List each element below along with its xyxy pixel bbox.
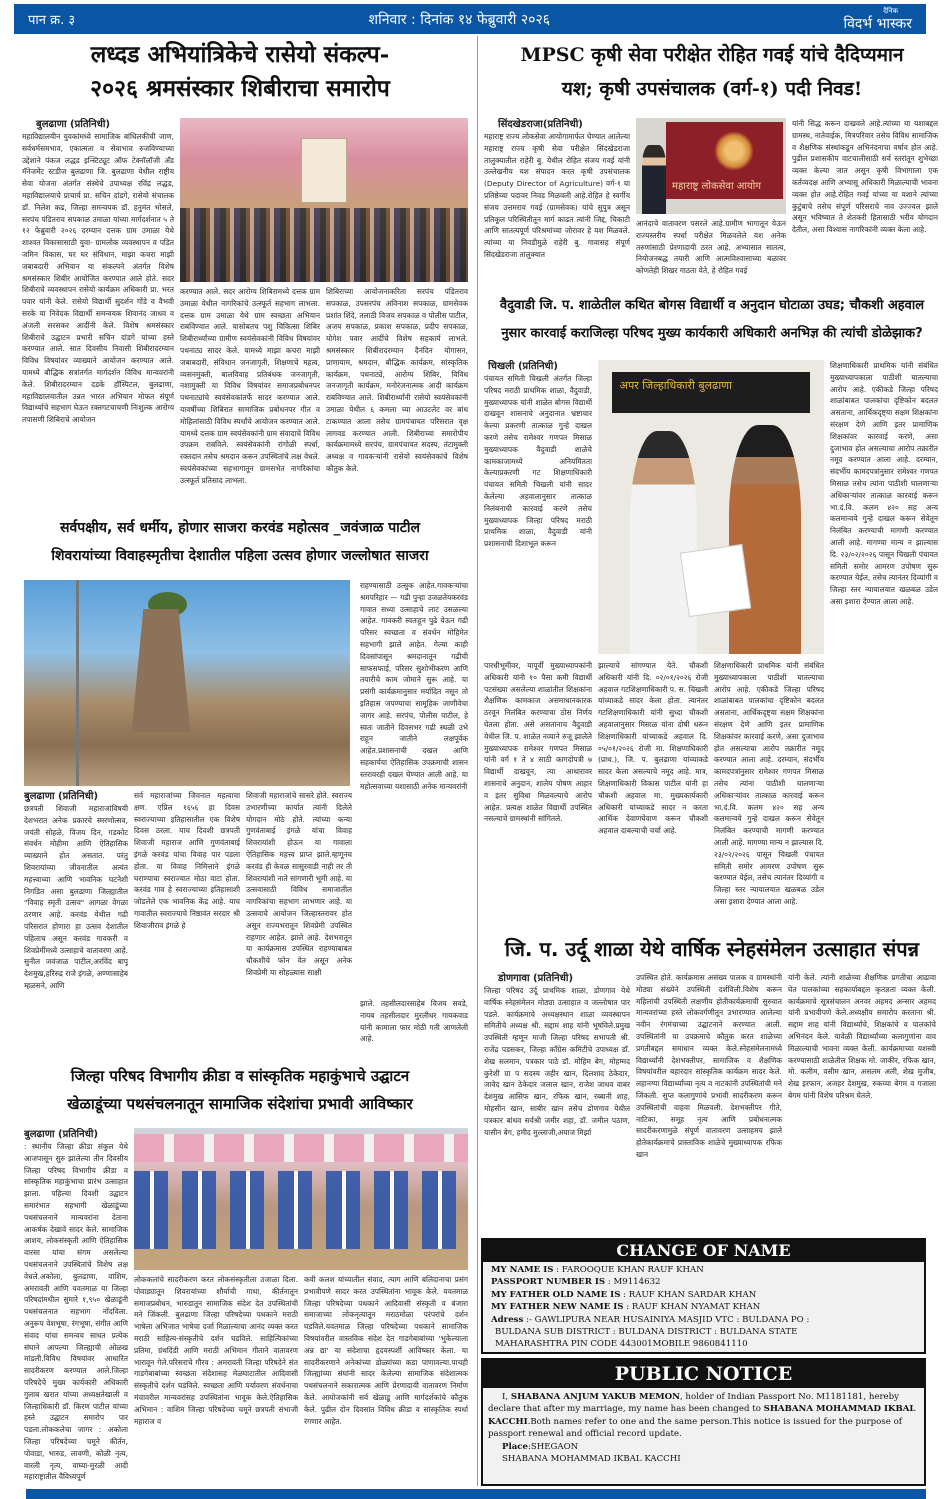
photo-banner (301, 138, 347, 204)
ad-title: PUBLIC NOTICE (483, 1360, 924, 1388)
headline-line: २०२६ श्रमसंस्कार शिबीराचा समारोप (90, 75, 390, 102)
ad-line (491, 1264, 916, 1276)
ad-body (483, 1388, 924, 1468)
ad-line (491, 1289, 916, 1301)
article-column (246, 790, 352, 1052)
brand-tagline: दैनिक (883, 6, 898, 15)
fort-photo (24, 580, 350, 786)
body-text: : स्थानीय जिल्हा क्रीडा संकुल येथे आजपासून सुरु झालेल्या तीन दिवसीय जिल्हा परिषद विभागीय क्रीडा व सांस्कृतिक महाकुंभाचा प्रारंभ उत्साहात झाला. पहिल्या दिवशी उद्घाटन समारंभात सहभागी खेळाडूंच्या पथसंचलनाने मान्यवरांना देताना आकर्षक देखावे सादर केले. सामाजिक आशय, लोकसंस्कृती आणि ऐतिहासिक वारसा यांचा संगम असलेल्या पथसंचलनाने उपस्थितांचे विशेष लक्ष वेधले.अकोला, बुलढाणा, वाशिम, अमरावती आणि यवतमाळ या जिल्हा परिषदांमधील सुमारे १,९५० खेळाडूंनी पथसंचलनात सहभाग नोंदविला. अनुरूप वेशभूषा, रंगभूषा, संगीत आणि संवाद यांचा समन्वय साधत प्रत्येक संघाने आपल्या जिल्ह्याची ओळख मांडली.विविध विषयांवर आधारित सादरीकरण करण्यात आले.जिल्हा परिषदेचे मुख्य कार्यकारी अधिकारी गुलाब खरात यांच्या अध्यक्षतेखाली व जिल्हाधिकारी डॉ. किरण पाटील यांच्या हस्ते उद्घाटन समारोप पार पडला.लोककलेचा जागर : अकोला जिल्हा परिषदेच्या चमूने कीर्तन, पोवाडा, भारुड, लावणी, कोळी नृत्य, वारली नृत्य, वाघ्या-मुरळी आदी महाराष्ट्रातील वैविध्यपूर्ण (24, 1142, 128, 1482)
photo-document (680, 544, 752, 617)
newspaper-brand (843, 8, 912, 31)
office-nameplate (612, 372, 811, 413)
rohit-gavai-photo (636, 118, 786, 214)
ad-label: MY FATHER NEW NAME IS (491, 1302, 624, 1313)
headline: जि. प. उर्दू शाळा येथे वार्षिक स्नेहसंमेलन उत्साहात संपन्न (504, 937, 920, 961)
article-column (484, 360, 592, 654)
article-column (792, 118, 938, 288)
headline-line: खेळाडूंच्या पथसंचलनातून सामाजिक संदेशांचा प्रभावी आविष्कार (67, 1095, 413, 1113)
body-text: शिक्षणाधिकारी प्राथमिक यांनी संबंधित मुख्याध्यापकाला पाठीशी घातल्याचा आरोप आहे. एकीकडे जिल्हा परिषद शाळांबाबत पालकांचा दृष्टिकोन बदलत असताना, आर्थिकदृष्ट्या सक्षम शिक्षकांना संरक्षण देणे आणि इतर प्रामाणिक शिक्षकांवर कारवाई करणे, असा दुजाभाव होत असल्याचा आरोप तक्रारीत नमूद करण्यात आला आहे. दरम्यान, संदर्भीय कामदपत्रांनुसार रामेश्वर गणपत मिसाळ तसेच त्यांना पाठीशी घालणाऱ्या अधिकाऱ्यांवर तात्काळ कारवाई करून भा.दं.वि. कलम ४२० सह अन्य कलमान्वये गुन्हे दाखल करून सेवेतून निलंबित करण्याची मागणी करण्यात आली आहे. मागण्या मान्य न झाल्यास दि. २३/०२/२०२६ पासून चिखली पंचायत समिती समोर आमरण उपोषण सुरू करण्यात येईल, तसेच त्यानंतर दिव्यांगी व जिल्हा स्तर न्यायालयात खळबळ उडेल असा इशारा देण्यात आला आहे. (714, 661, 824, 906)
photo-person (642, 145, 666, 214)
ad-title: CHANGE OF NAME (483, 1240, 924, 1262)
article-column (598, 660, 708, 926)
photo-sign: महाराष्ट्र लोकसेवा आयोग (672, 180, 761, 192)
headline-line: जिल्हा परिषद विभागीय क्रीडा व सांस्कृतिक महाकुंभाचे उद्घाटन (70, 1067, 410, 1085)
headline-line: यश; कृषी उपसंचालक (वर्ग-१) पदी निवड! (561, 78, 863, 100)
article-column (22, 118, 174, 510)
headline (6, 1062, 474, 1122)
article-column (24, 1128, 128, 1486)
body-text: छत्रपती शिवाजी महाराजांविषयी देशभरात अनेक प्रकारचे स्मरणोत्सव, जयंती सोहळे, विजय दिन, गडकोट संवर्धन मोहीमा आणि ऐतिहासिक व्याख्याने होत असतात. परंतु शिवरायांच्या जीवनातील अत्यंत महत्त्वाच्या आणि भावनिक घटनेशी निगडित असा बुलढाणा जिल्ह्यातील "विवाह स्मृती उत्सव" आगळा वेगळा ठरणार आहे. करवंड येथील गढी परिसरात होणारा हा उत्सव देशातील पहिलाच असून करवंड गावकरी व शिवप्रेमींमध्ये उत्साहाचे वातावरण आहे. सुनील जवंजाळ पाटील,अरविंद बापू देशमुख,हरिरुद्र राजे इंगळे, अण्णासाहेब म्हळसने, आणि (24, 804, 128, 990)
body-text: यांनी केले. त्यांनी शाळेच्या शैक्षणिक प्रगतीचा आढावा घेत पालकांच्या सहकार्याबद्दल कृतज्ञता व्यक्त केली. कार्यक्रमाचे सूत्रसंचालन अनवर अहमद अन्सार अहमद यांनी प्रभावीपणे केले.अध्यक्षीय समारोप करताना श्री. सद्दाम शाह यांनी विद्यार्थ्यांचे, शिक्षकांचे व पालकांचे अभिनंदन केले. यावेळी विद्यार्थ्यांच्या कलागुणांना वाव मिळाल्याची भावना व्यक्त केली. कार्यक्रमाच्या यशस्वी करण्यासाठी शाळेतील शिक्षक मो. जाकीर, रफिक खान, मो. कलीम, वसीम खान, असलम अली, शेख मुजीब, शेख इरफान, अजहर देशमुख, रुकय्या बेगम व गजाला बेगम यांनी विशेष परिश्रम घेतले. (788, 973, 936, 1100)
article-column (24, 790, 128, 1052)
sports-march-photo (134, 1128, 468, 1270)
ad-line (491, 1276, 916, 1288)
ad-value: : M9114632 (605, 1277, 661, 1288)
body-text: सर्व महाराजांच्या जिवनात महत्वाचा क्षण. एप्रिल १६५६ हा दिवस स्वराज्याच्या इतिहासातील एक विशेष दिवस ठरला. याच दिवशी छत्रपती शिवाजी महाराज आणि गुणवंताबाई इंगळे करवंड यांचा विवाह पार पडला होता. या विवाह निमित्ताने इंगळे घराण्याचा स्वराज्यात मोठा वाटा होता. करवंड गाव हे स्वराज्याच्या इतिहासाशी जोडलेले एक भावनिक केंद्र आहे. याच गावातील स्वराज्याचे निष्ठावंत सरदार श्री शिवाजीराव इंगळे हे (134, 791, 240, 930)
notice-new-name: SHABANA MOHAMMAD IKBAL KACCHI (488, 1404, 916, 1427)
camp-group-photo (180, 118, 468, 282)
article-column (180, 286, 320, 510)
body-text: पारधीभूमीवर, यापूर्वी मुख्याध्यापकांनी अधिकारी यांनी १० पैसा कमी विद्यार्थी पटसंख्या असलेल्या शाळांतील शिक्षकांना शैक्षणिक कामकाज असमाधानकारक ठरवून निलंबित करण्याचा ठोस निर्णय घेतला होता. असे असतानाच वैदुवाडी येथील जि. प. शाळेत नव्याने रुजू झालेले मुख्याध्यापक रामेश्वर गणपत मिसाळ यांनी वर्ग १ ते ४ साठी कागदोपत्री ७ विद्यार्थी दाखवून, त्या आधारावर शासनाचे अनुदान, शालेय पोषण आहार व इतर सुविधा मिळवल्याचे आरोप आहेत. प्रत्यक्ष शाळेत विद्यार्थी उपस्थित नसल्याचे ग्रामस्थांनी सांगितले. (484, 661, 592, 824)
article-column (484, 660, 592, 926)
place-label: Place (502, 1441, 528, 1452)
dateline: बुलढाणा (प्रतिनिधी) (36, 119, 111, 130)
headline (6, 38, 474, 108)
photo-pole (76, 580, 79, 786)
memorandum-photo (598, 360, 824, 654)
page-number: पान क्र. ३ (28, 13, 76, 28)
dateline: बुलढाणा (प्रतिनिधी) (24, 1129, 99, 1140)
notice-text: .Both names refer to one and the same person.This notice is issued for the purpose of passport renewal and official record update. (488, 1416, 902, 1440)
ad-line: BULDANA SUB DISTRICT : BULDANA DISTRICT : BULDANA STATE (495, 1327, 798, 1338)
ad-value: : RAUF KHAN NYAMAT KHAN (623, 1302, 761, 1313)
body-text: आनंदाचे वातावरण पसरले आहे.ग्रामीण भागातून येऊन राज्यस्तरीय स्पर्धा परीक्षेत मिळवलेले यश अनेक तरुणांसाठी प्रेरणादायी ठरत आहे. अभ्यासात सातत्य, नियोजनबद्ध तयारी आणि आत्मविश्वासाच्या बळावर कोणतेही शिखर गाठता येते, हे रोहित गवई (636, 219, 786, 276)
article-column (788, 972, 936, 1234)
body-text: शिबिराच्या आयोजनाकरिता सरपंच पंडितराव सपकाळ, उपसरपंच अविनाश सपकाळ, ग्रामसेवक प्रशांत शिंदे, तलाठी विजय सपकाळ व पोलीस पाटील, अजय सपकाळ, प्रकाश सपकाळ, प्रदीप सपकाळ, योगेश पवार आदींचे विशेष सहकार्य लाभले. श्रमसंस्कार शिबीरादरम्यान दैनंदिन योगासन, प्राणायाम, श्रमदान, बौद्धिक कार्यक्रम, सांस्कृतिक कार्यक्रम, पथनाट्ये, आरोग्य शिबिर, विविध जनजागृती कार्यक्रम, मनोरंजनात्मक आदी कार्यक्रम राबविण्यात आले. शिबीरार्थ्यांनी रासेयो स्वयंसेवकांनी उमाळा येथील ६ कमला च्या आउटलेट वर बांध टाकण्यात आला तसेच ग्रामपंचायत परिसरात वृक्ष लागवड करण्यात आली. शिबीराच्या समारोपीय कार्यक्रमामध्ये सरपंच, ग्रामपंचायत सदस्य, तंटामुक्ती अध्यक्ष व गावकऱ्यांनी रासेयो स्वयंसेवकांचे विशेष कौतुक केले. (326, 287, 468, 473)
headline-line: वैदुवाडी जि. प. शाळेतील कथित बोगस विद्यार्थी व अनुदान घोटाळा उघड; चौकशी अहवाल (499, 298, 925, 313)
article-column (360, 998, 468, 1052)
article-column (636, 972, 782, 1234)
article-column (304, 1274, 468, 1486)
masthead-bar (14, 4, 926, 34)
body-text: करण्यात आले. सदर आरोग्य शिबिरामध्ये दत्तक ग्राम उमाळा येथील नागरिकांचे उत्स्फूर्त सहभाग लाभला. दत्तक ग्राम उमाळा येथे ग्राम स्वच्छता अभियान राबविण्यात आले. यासोबतच पशु चिकित्सा शिबिर शिबीरार्थ्यांच्या ग्रामीण स्वयंसेवकांनी विविध विषयांवर पथनाट्य सादर केले. यामध्ये माझा कचरा माझी जबाबदारी, संविधान जनजागृती, शिक्षणाचे महत्व, व्यसनमुक्ती, बालविवाह प्रतिबंधक जनजागृती, नशामुक्ती या विविध विषयांवर समाजप्रबोधनपर पथनाट्यांचे स्वयंसेवकांतर्फे सादर करण्यात आले. यावर्षीच्या शिबिरात सामाजिक प्रबोधनपर गीत व मोहिलांसाठी विविध स्पर्धांचे आयोजन करण्यात आले. यामध्ये दत्तक ग्राम स्वयंसेवकांनी ग्राम संवादाचे विविध उपक्रम राबविले. स्वयंसेवकांनी रांगोळी स्पर्धा, रक्तदान तसेच श्रमदान करून उपस्थितांचे लक्ष वेधले. स्वयंसेवकांच्या सहभागातून ग्रामसभेत नागरिकांचा उत्स्फूर्त प्रतिसाद लाभला. (180, 287, 320, 485)
ad-label: Adress (491, 1314, 524, 1325)
nameplate-text: अपर जिल्हाधिकारी बुलढाणा (619, 378, 732, 392)
ad-value: : RAUF KHAN SARDAR KHAN (620, 1289, 757, 1300)
ad-line (491, 1314, 916, 1326)
headline-line: सर्वपक्षीय, सर्व धर्मीय, होणार साजरा करवंड महोत्सव _जवंजाळ पाटील (60, 520, 420, 536)
notice-text: I, (502, 1392, 511, 1402)
ad-value: : FAROOQUE KHAN RAUF KHAN (553, 1265, 704, 1275)
photo-fort-tower (132, 609, 191, 733)
article-column (830, 360, 938, 926)
body-text: पंचायत समिती चिखली अंतर्गत जिल्हा परिषद मराठी प्राथमिक शाळा, वैदुवाडी, मुख्याध्यापक यांनी शाळेत बोगस विद्यार्थी दाखवून शासनाचे अनुदानात भ्रष्टाचार केल्या प्रकरणी तात्काळ गुन्हे दाखल करणे तसेच रामेश्वर गणपत मिसाळ मुख्याध्यापक वैदुवाडी शाळेचे कामकाजामध्ये अनियमितता केल्याप्रकरणी गट शिक्षणाधिकारी पंचायत समिती चिखली यांनी सादर केलेल्या अहवालानुसार तात्काळ निलंबनाची कारवाई करणे तसेच मुख्याध्यापक जिल्हा परिषद मराठी प्राथमिक शाळा, वैदुवाडी यांनी प्रशासनाची दिशाभूल करून (484, 374, 592, 549)
body-text: झाल्याचे सांगण्यात येते. चौकशी अधिकारी यांनी दि. ०२/०१/२०२६ रोजी अहवाल गटशिक्षणाधिकारी प. स. चिखली यांच्याकडे सादर केला होता. त्यानंतर गटशिक्षणाधिकारी यांनी सुध्दा चौकशी अहवालानुसार मिसाळ यांना दोषी धरून शिक्षणाधिकारी यांच्याकडे अहवाल दि. ०५/०१/२०२६ रोजी मा. शिक्षणाधिकारी (प्राथ.), जि. प. बुलढाणा यांच्याकडे सादर केला असल्याचे नमूद आहे. मात्र, शिक्षणाधिकारी विकास पाटील यांनी हा चौकशी अहवाल मा. मुख्यकार्यकारी अधिकारी यांच्याकडे सादर न करता आर्थिक देवाणघेवाण करून चौकशी अहवाल दाबल्याची चर्चा आहे. (598, 661, 708, 836)
column-divider (477, 36, 478, 1486)
article-column (484, 118, 630, 288)
headline-line: MPSC कृषी सेवा परीक्षेत रोहित गवई यांचे दैदिप्यमान (520, 44, 904, 66)
headline-line: लध्दड अभियांत्रिकेचे रासेयो संकल्प- (90, 41, 390, 68)
headline-line: नुसार कारवाई कराजिल्हा परिषद मुख्य कार्यकारी अधिकारी अनभिज्ञ की त्यांची डोळेझाक? (501, 326, 923, 341)
article-column (360, 580, 468, 994)
ad-value: :- GAWLIPURA NEAR HUSAINIYA MASJID VTC : BULDANA PO : (523, 1314, 810, 1325)
body-text: यांनी सिद्ध करून दाखवले आहे.त्यांच्या या यशाबद्दल ग्रामस्थ, नातेवाईक, मित्रपरिवार तसेच विविध सामाजिक व शैक्षणिक संस्थांकडून अभिनंदनाचा वर्षाव होत आहे. पुढील प्रशासकीय वाटचालीसाठी सर्व स्तरांतून शुभेच्छा व्यक्त केल्या जात असून कृषी विभागाला एक कर्तव्यदक्ष आणि अभ्यासू अधिकारी मिळाल्याची भावना व्यक्त होत आहे.रोहित गवई यांच्या या यशाने त्यांच्या कुटुंबाचे तसेच संपूर्ण परिसराचे नाव उज्ज्वल झाले असून भविष्यात ते शेतकरी हितासाठी भरीव योगदान देतील, असा विश्वास नागरिकांनी व्यक्त केला आहे. (792, 119, 938, 235)
footer-bar (26, 1489, 926, 1499)
photo-athletes (134, 1171, 468, 1249)
notice-place (488, 1441, 919, 1453)
dateline: सिंदखेडराजा(प्रतिनिधी) (498, 119, 583, 130)
body-text: जिल्हा परिषद उर्दू प्राथमिक शाळा, डोणगाव येथे वार्षिक स्नेहसंमेलन मोठ्या उत्साहात व जल्लोषात पार पडले. कार्यक्रमाचे अध्यक्षस्थान शाळा व्यवस्थापन समितीचे अध्यक्ष श्री. सद्दाम शाह यांनी भूषविले.प्रमुख उपस्थिती म्हणून माजी जिल्हा परिषद सभापती श्री. राजेंद्र पडसकर, जिल्हा काँग्रेस कमिटीचे उपाध्यक्ष डॉ. शेख सलमान, पत्रकार पाठे डॉ. मोहिम बेग, मोहम्मद कुरेशी ग्रा प सदस्य जहीर खान, दिलशाद ठेकेदार, जावेद खान ठेकेदार जलाल खान, राजेश जाधव वाबर देशमुख आसिफ खान, रफिक खान, रब्बानी शाह, मोहसीन खान, साबीर खान तसेच डोणगाव येथील पत्रकार बांधव सर्वश्री जमीर शहा, डॉ. जमील पठाण, यासीन बेग, हमीद मुल्लाजी,अयाज मिर्झा (484, 986, 630, 1137)
headline (482, 292, 942, 352)
body-text: झाले. तहसीलदारसाहेब विजय सवडे, नायब तहसीलदार मुरलीधर गायकवाड यांनी कामाला फार मोठी गती आणलेली आहे. (360, 999, 468, 1044)
headline (6, 514, 474, 572)
article-column (484, 972, 630, 1234)
dateline: बुलढाणा (प्रतिनिधी) (24, 791, 99, 802)
headline-line: शिवरायांच्या विवाहस्मृतीचा देशातील पहिला उत्सव होणार जल्लोषात साजरा (51, 548, 429, 564)
photo-crowd (180, 208, 468, 282)
notice-old-name: SHABANA ANJUM YAKUB MEMON (510, 1392, 680, 1402)
photo-person (729, 425, 801, 654)
ad-body (483, 1262, 924, 1353)
notice-paragraph (488, 1391, 919, 1441)
article-column (636, 218, 786, 288)
public-notice-ad (481, 1358, 926, 1486)
body-text: उपस्थित होते. कार्यक्रमास असंख्य पालक व ग्रामस्थांनी मोठ्या संख्येने उपस्थिती दर्शविली.विशेष करून महिलांची उपस्थिती लक्षणीय होतीकार्यक्रमाची सुरुवात मान्यवरांच्या हस्ते लोकवर्गणीतून उभारण्यात आलेल्या नवीन रंगमंचाच्या उद्घाटनाने करण्यात आली. उपस्थितांनी या उपक्रमाचे कौतुक करत शाळेच्या प्रगतीबद्दल समाधान व्यक्त केले.स्नेहसंमेलनामध्ये विद्यार्थ्यांनी देशभक्तीपर, सामाजिक व शैक्षणिक विषयांवरील बहारदार सांस्कृतिक कार्यक्रम सादर केले. लहानग्या विद्यार्थ्यांच्या नृत्य व नाटकांनी उपस्थितांची मने जिंकली. सुप्त कलागुणांचे प्रभावी सादरीकरण करून उपस्थितांची वाहवा मिळवली. देशभक्तीपर गीते, नाटिका, समूह नृत्य आणि प्रबोधनात्मक सादरीकरणामुळे संपूर्ण वातावरण उत्साहमय झाले होतेकार्यक्रमाचे प्रास्ताविक शाळेचे मुख्याध्यापक रफिक खान (636, 973, 782, 1159)
place-value: :SHEGAON (528, 1441, 579, 1452)
change-of-name-ad (481, 1238, 926, 1354)
ad-line: MAHARASHTRA PIN CODE 443001MOBILE 9860841110 (495, 1339, 748, 1350)
headline (482, 38, 942, 108)
ad-label: MY FATHER OLD NAME IS (491, 1289, 621, 1300)
brand-name: विदर्भ भास्कर (843, 15, 912, 32)
article-column (134, 1274, 298, 1486)
article-column (326, 286, 468, 510)
body-text: राहण्यासाठी उत्सुक आहेत.गावकऱ्यांचा श्रमपरिहार — गढी पुन्हा उजळतेयकरवंड गावात सध्या उत्साहाचे लाट उसळल्या आहेत. गावकरी स्वतःहून पुढे येऊन गढी परिसर स्वच्छता व संवर्धन मोहिमेत सहभागी झाले आहेत. गेल्या काही दिवसांपासून श्रमदानातून गढीची साफसफाई, परिसर सुशोभीकरण आणि तयारीचे काम जोमाने सुरू आहे. या प्रसंगी कार्यक्रमानुसार मर्यादित नसून तो इतिहास जपण्याचा सामूहिक जाणीवेचा जागर आहे. सरपंच, पोलीस पाटील, हे स्वतः जातीने दिवसभर गढी स्थळी उभे राहून जातीने लक्षपूर्वक आहेत.प्रशासनाची दखल आणि सहकार्यया ऐतिहासिक उपक्रमाची शासन स्तरावरही दखल घेण्यात आली आहे. या महोत्सवाच्या यशासाठी अनेक मान्यवरांनी (360, 581, 468, 791)
ad-line (491, 1301, 916, 1313)
notice-signature: SHABANA MOHAMMAD IKBAL KACCHI (502, 1454, 681, 1465)
photo-tents (134, 1134, 468, 1162)
body-text: महाविद्यालयीन युवकांमध्ये सामाजिक बांधिलकीची जाण, सर्वधर्मसमभाव, एकात्मता व सेवाभाव रुजविण्याच्या उद्देशाने पंकज लद्धड इन्स्टिट्यूट ऑफ टेक्नॉलॉजी अँड मॅनेजमेंट स्टडीज बुलढाणा जि. बुलढाणा येथील राष्ट्रीय सेवा योजना अंतर्गत संस्थेचे उपाध्यक्ष रविंद्र लद्धड, महाविद्यालयाचे प्राचार्य प्रा. सचिन दांडगे, रासेयो संचालक डॉ. निलेश कढ, जिल्हा समन्वयक डॉ. हनुमंत भोसले, सरपंच पंडितराव सपकाळ उमाळा यांच्या मार्गदर्शनात ५ ते १२ फेब्रुवारी २०२६ दरम्यान दत्तक ग्राम उमाळा येथे शाश्वत विकासासाठी युवा- ग्रामलोक व्यवस्थापन व पडित जमिन विकास, घर घर संविधान, माझा कचरा माझी जबाबदारी अभियान या संकल्पने अंतर्गत विशेष श्रमसंस्कार शिबीर आयोजित करण्यात आले होते. सदर शिबीराचे व्यवस्थापन रासेयो कार्यक्रम अधिकारी प्रा. भरत पवार यांनी केले. रासेयो विद्यार्थी सुदर्शन गोंडे व वैभवी सरके या निवेदक विद्यार्थी समन्वयक शिवानंद जाधव व अंजली सरसकर आदींनी केले. विशेष श्रमसंस्कार शिबीराचे उद्घाटन प्रभारी सचिन दांडगे यांच्या हस्ते करण्यात आले. सात दिवसीय निवासी शिबीरादरम्यान विविध विषयांवर व्याख्याने आयोजन करण्यात आले. यामध्ये बौद्धिक सत्रांतर्गत मार्गदर्शन विविध मान्यवरांनी केले. शिबीरादरम्यान दडके हॉस्पिटल, बुलढाणा, महाविद्यालयातील उन्नत भारत अभियान मोफत संपूर्ण विद्यार्थ्याचे सहभाग घेऊन रक्तगटचाचणी निःशुल्क आरोग्य तपासणी शिबिराचे आयोजन (22, 132, 174, 425)
ad-label: MY NAME IS (491, 1265, 554, 1275)
photo-person (630, 431, 698, 654)
dateline: चिखली (प्रतिनिधी) (488, 361, 558, 372)
body-text: लोककलांचे सादरीकरण करत लोकसंस्कृतीला उजाळा दिला. पोवाड्यातून शिवरायांच्या शौर्याची गाथा, कीर्तनातून समाजप्रबोधन, भारुडातून सामाजिक संदेश देत उपस्थितांची मने जिंकली. बुलढाणा जिल्हा परिषदेच्या पथकाने मराठी भाषेला अभिजात भाषेचा दर्जा मिळाल्याचा आनंद व्यक्त करत मराठी साहित्य-संस्कृतीचे दर्शन घडविले. साहित्यिकांच्या प्रतिमा, ग्रंथदिंडी आणि मराठी अभिमान गीताने वातावरण भारावून गेले.परिसराचे गौरव : अमरावती जिल्हा परिषदेने संत गाडगेबाबांच्या स्वच्छता संदेशासह मेळघाटातील आदिवासी संस्कृतीचे दर्शन घडविले. स्वच्छता आणि पर्यावरण संवर्धनाचा मंचावरील मान्यवरांसह उपस्थितांना भावूक केले.ऐतिहासिक अभिमान : वाशिम जिल्हा परिषदेच्या चमूने छत्रपती संभाजी महाराज व (134, 1275, 298, 1426)
ad-label: PASSPORT NUMBER IS (491, 1277, 606, 1288)
notice-text: , holder of Indian Passport No. M1181181, hereby declare that after my marriage, my name has been changed to (488, 1392, 899, 1415)
body-text: कवी कलश यांच्यातील संवाद, त्याग आणि बलिदानाचा प्रसंग प्रभावीपणे सादर करत उपस्थितांना भावूक केले. यवतमाळ जिल्हा परिषदेच्या पथकाने आदिवासी संस्कृती व बंजारा समाजाच्या लोकनृत्यातून मराठमोळा परंपरांचे दर्शन घडविले.यवतमाळ जिल्हा परिषदेच्या पथकाने सामाजिक विषयांवरील वास्तविक संदेश देत गाडगेबाबांच्या 'भुकेल्याला अन्न द्या' या संदेशाचा हृदयस्पर्शी आविष्कार केला. या सादरीकरणाने अनेकांच्या डोळ्यांच्या कडा पाणावल्या.पाचही जिल्ह्यांच्या संघांनी सादर केलेल्या सामाजिक संदेशात्मक पथसंचलनाने सकारात्मक आणि प्रेरणादायी वातावरण निर्माण केले. आयोजकांनी सर्व खेळाडू आणि मार्गदर्शकांचे कौतुक केले. पुढील दोन दिवसांत विविध क्रीडा व सांस्कृतिक स्पर्धा रंगणार आहेत. (304, 1275, 468, 1426)
body-text: महाराष्ट्र राज्य लोकसेवा आयोगामार्फत घेण्यात आलेल्या महाराष्ट्र राज्य कृषी सेवा परीक्षेत सिंदखेडराजा तालुक्यातील राहेरी बु. येथील रोहित संजय गवई यांनी उल्लेखनीय यश संपादन करत कृषी उपसंचालक (Deputy Director of Agriculture) वर्ग-१ या प्रतिष्ठेच्या पदावर निवड मिळवली आहे.रोहित हे स्वर्गीय संजय उत्तमराव गवई (ग्रामसेवक) यांचे सुपुत्र असून प्रतिकूल परिस्थितीतून मार्ग काढत त्यांनी जिद्द, चिकाटी आणि सातत्यपूर्ण परिश्रमांच्या जोरावर हे यश मिळवले. त्यांच्या या निवडीमुळे राहेरी बु. गावासह संपूर्ण सिंदखेडराजा तालुक्यात (484, 132, 630, 259)
body-text: शिवाजी महाराजांचे सासरे होते. स्वराज्य उभारणीच्या कार्यात त्यांनी दिलेले योगदान मोठे होते. त्यांच्या कन्या गुणवंताबाई इंगळे यांचा विवाह शिवरायांशी होऊन या गावाला ऐतिहासिक महत्त्व प्राप्त झाले.म्हणूनच करवंड ही केवळ सासुरवाडी नाही तर ती शिवरायांशी नाते सांगणारी भूमी आहे. या उत्सवासाठी विविध समाजातील नागरिकांचा सहभाग लाभणार आहे. या उत्सवाचे आयोजन जिल्हास्तरावर होत असून राज्यभरातून शिवप्रेमी उपस्थित राहणार आहेत. झाले आहे. देशभरातून या कार्यक्रमास उपस्थित राहण्याबाबत चौकशीचे फोन येत असून अनेक शिवप्रेमी या सोहळ्यास साक्षी (246, 791, 352, 977)
dateline: डोणगावा (प्रतिनिधी) (498, 973, 574, 984)
article-column (134, 790, 240, 1052)
issue-date: शनिवार : दिनांक १४ फेब्रुवारी २०२६ (368, 11, 551, 28)
article-column (714, 660, 824, 926)
body-text-continued: शिक्षणाधिकारी प्राथमिक यांनी संबंधित मुख्याध्यापकाला पाठीशी घातल्याचा आरोप आहे. एकीकडे जिल्हा परिषद शाळांबाबत पालकांचा दृष्टिकोन बदलत असताना, आर्थिकदृष्ट्या सक्षम शिक्षकांना संरक्षण देणे आणि इतर प्रामाणिक शिक्षकांवर कारवाई करणे, असा दुजाभाव होत असल्याचा आरोप तक्रारीत नमूद करण्यात आला आहे. दरम्यान, संदर्भीय कामदपत्रांनुसार रामेश्वर गणपत मिसाळ तसेच त्यांना पाठीशी घालणाऱ्या अधिकाऱ्यांवर तात्काळ कारवाई करून भा.दं.वि. कलम ४२० सह अन्य कलमान्वये गुन्हे दाखल करून सेवेतून निलंबित करण्याची मागणी करण्यात आली आहे. मागण्या मान्य न झाल्यास दि. २३/०२/२०२६ पासून चिखली पंचायत समिती समोर आमरण उपोषण सुरू करण्यात येईल, तसेच त्यानंतर दिव्यांगी व जिल्हा स्तर न्यायालयात खळबळ उडेल असा इशारा देण्यात आला आहे. (830, 361, 938, 606)
